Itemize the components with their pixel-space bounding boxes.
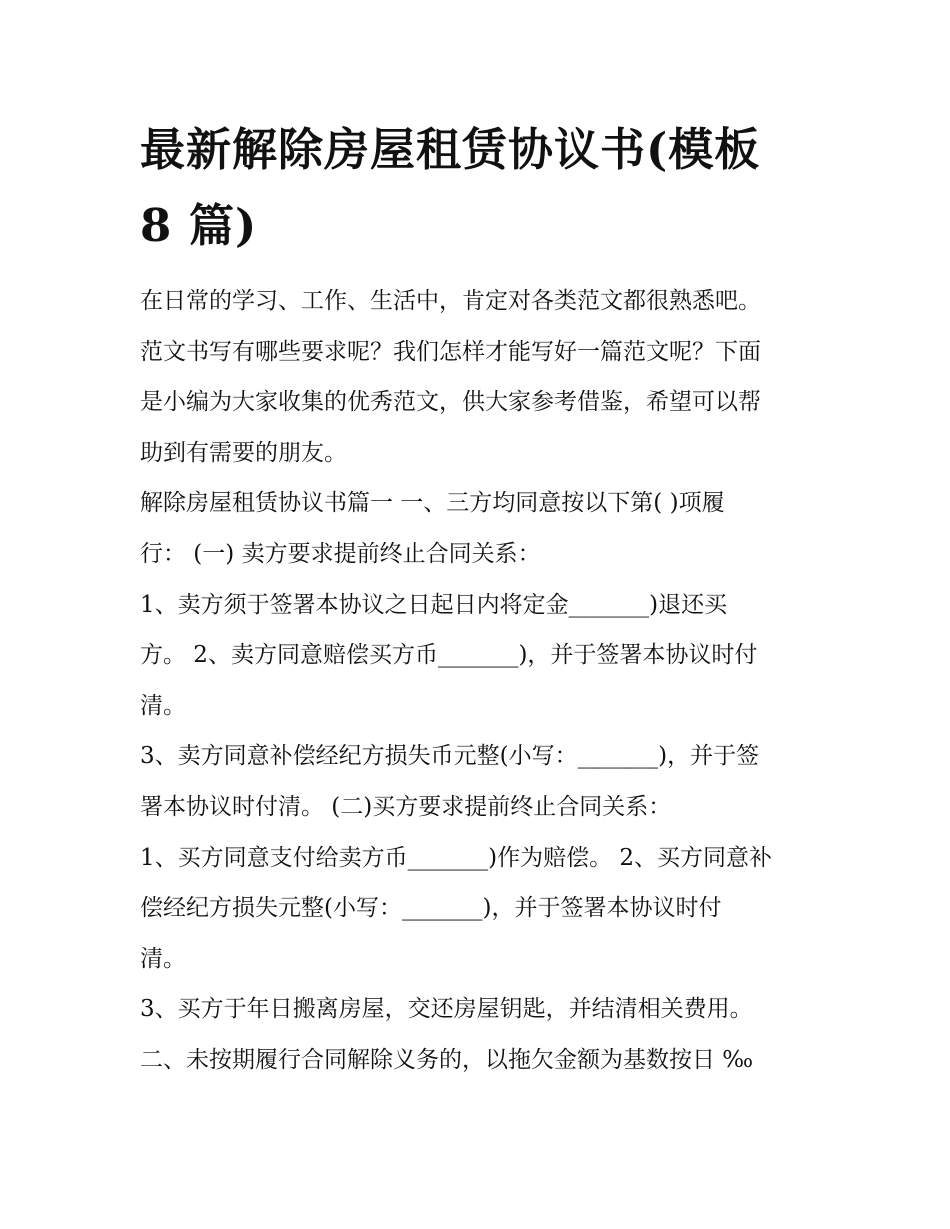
body-line: 解除房屋租赁协议书篇一 一、三方均同意按以下第( )项履 (140, 490, 725, 517)
body-line: 是小编为大家收集的优秀范文，供大家参考借鉴，希望可以帮 (140, 389, 761, 416)
body-line: 二、未按期履行合同解除义务的，以拖欠金额为基数按日 ‰ (140, 1046, 754, 1073)
body-line: 1、买方同意支付给卖方币_______)作为赔偿。 2、买方同意补 (140, 844, 773, 871)
body-line: 清。 (140, 945, 186, 972)
body-line: 在日常的学习、工作、生活中，肯定对各类范文都很熟悉吧。 (140, 288, 761, 314)
body-line: 方。 2、卖方同意赔偿买方币_______)，并于签署本协议时付 (140, 642, 758, 669)
body-line: 3、卖方同意补偿经纪方损失币元整(小写：_______)，并于签 (140, 743, 760, 770)
body-line: 行： (一) 卖方要求提前终止合同关系： (140, 540, 541, 567)
title-line-2: 8 篇) (140, 199, 258, 252)
document-body (140, 276, 830, 1086)
body-line: 偿经纪方损失元整(小写：_______)，并于签署本协议时付 (140, 895, 722, 922)
document-title (140, 112, 830, 264)
title-line-1: 最新解除房屋租赁协议书(模板 (140, 123, 761, 176)
body-line: 3、买方于年日搬离房屋，交还房屋钥匙，并结清相关费用。 (140, 996, 753, 1023)
body-line: 清。 (140, 692, 186, 719)
body-line: 助到有需要的朋友。 (140, 439, 347, 466)
body-line: 署本协议时付清。 (二)买方要求提前终止合同关系： (140, 793, 672, 820)
body-line: 范文书写有哪些要求呢？我们怎样才能写好一篇范文呢？下面 (140, 338, 761, 365)
body-line: 1、卖方须于签署本协议之日起日内将定金_______)退还买 (140, 591, 728, 618)
